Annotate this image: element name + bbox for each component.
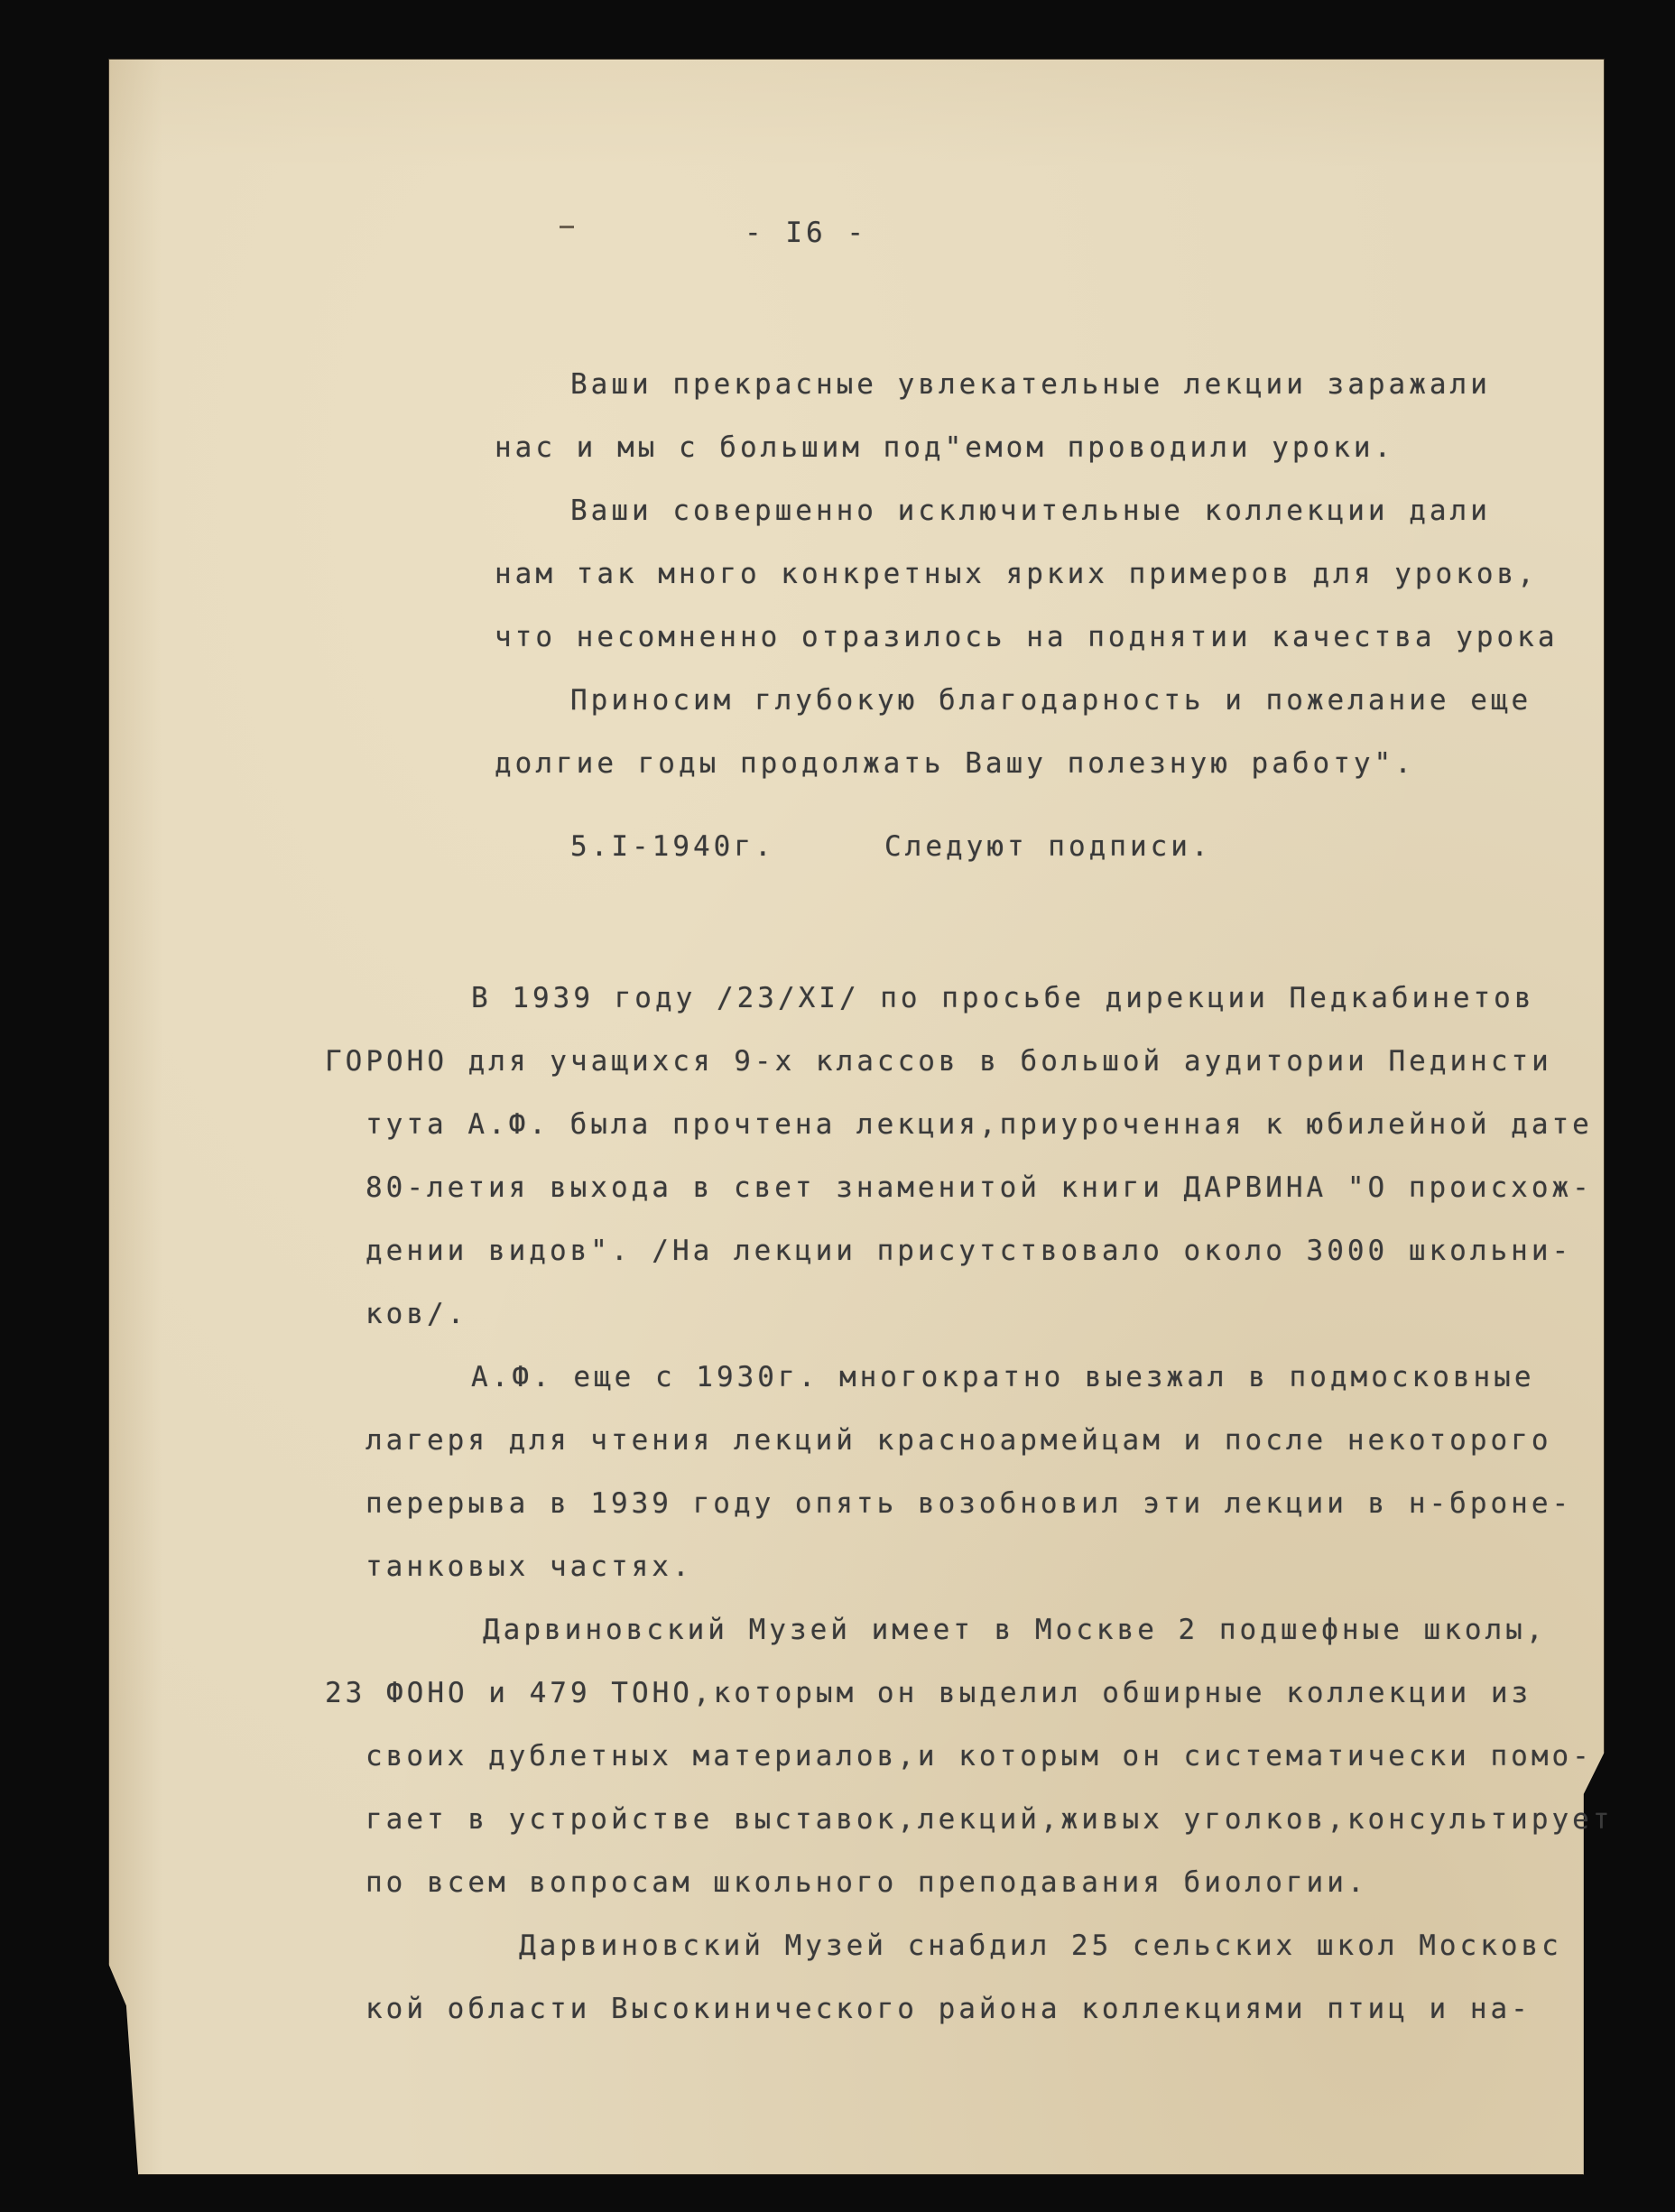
paragraph-line: В 1939 году /23/XI/ по просьбе дирекции Педкабинетов (471, 982, 1535, 1014)
paragraph-line: ГОРОНО для учащихся 9-х классов в большой аудитории Пединсти (325, 1045, 1552, 1078)
paragraph-line: перерыва в 1939 году опять возобновил эти лекции в н-броне- (366, 1487, 1573, 1520)
paragraph-line: кой области Высокинического района коллекциями птиц и на- (366, 1993, 1532, 2025)
signatures-note: Следуют подписи. (884, 830, 1212, 863)
quote-line: Ваши совершенно исключительные коллекции дали (570, 495, 1491, 527)
quote-line: долгие годы продолжать Вашу полезную работу". (495, 747, 1415, 780)
quote-line: Приносим глубокую благодарность и пожелание еще (570, 684, 1532, 717)
paragraph-line: гает в устройстве выставок,лекций,живых уголков,консультирует (366, 1803, 1614, 1836)
paragraph-line: 23 ФОНО и 479 ТОНО,которым он выделил обширные коллекции из (325, 1677, 1532, 1709)
paragraph-line: 80-летия выхода в свет знаменитой книги ДАРВИНА "О происхож- (366, 1171, 1593, 1204)
quote-line: нас и мы с большим под"емом проводили уроки. (495, 431, 1395, 464)
paragraph-line: Дарвиновский Музей имеет в Москве 2 подшефные школы, (483, 1614, 1547, 1646)
paragraph-line: тута А.Ф. была прочтена лекция,приуроченная к юбилейной дате (366, 1108, 1593, 1141)
paragraph-line: танковых частях. (366, 1550, 693, 1583)
quote-date: 5.I-1940г. (570, 830, 775, 863)
paragraph-line: по всем вопросам школьного преподавания биологии. (366, 1866, 1368, 1899)
paragraph-line: лагеря для чтения лекций красноармейцам и после некоторого (366, 1424, 1552, 1457)
quote-line: Ваши прекрасные увлекательные лекции заражали (570, 368, 1491, 401)
paragraph-line: А.Ф. еще с 1930г. многократно выезжал в подмосковные (471, 1361, 1535, 1393)
quote-line: нам так много конкретных ярких примеров для уроков, (495, 558, 1538, 590)
paragraph-line: своих дублетных материалов,и которым он систематически помо- (366, 1740, 1593, 1772)
paragraph-line: ков/. (366, 1298, 468, 1330)
paragraph-line: Дарвиновский Музей снабдил 25 сельских школ Московс (519, 1930, 1562, 1962)
quote-line: что несомненно отразилось на поднятии качества урока (495, 621, 1559, 653)
page-number: - I6 - (745, 217, 867, 249)
stray-mark (560, 226, 574, 228)
paragraph-line: дении видов". /На лекции присутствовало около 3000 школьни- (366, 1235, 1573, 1267)
